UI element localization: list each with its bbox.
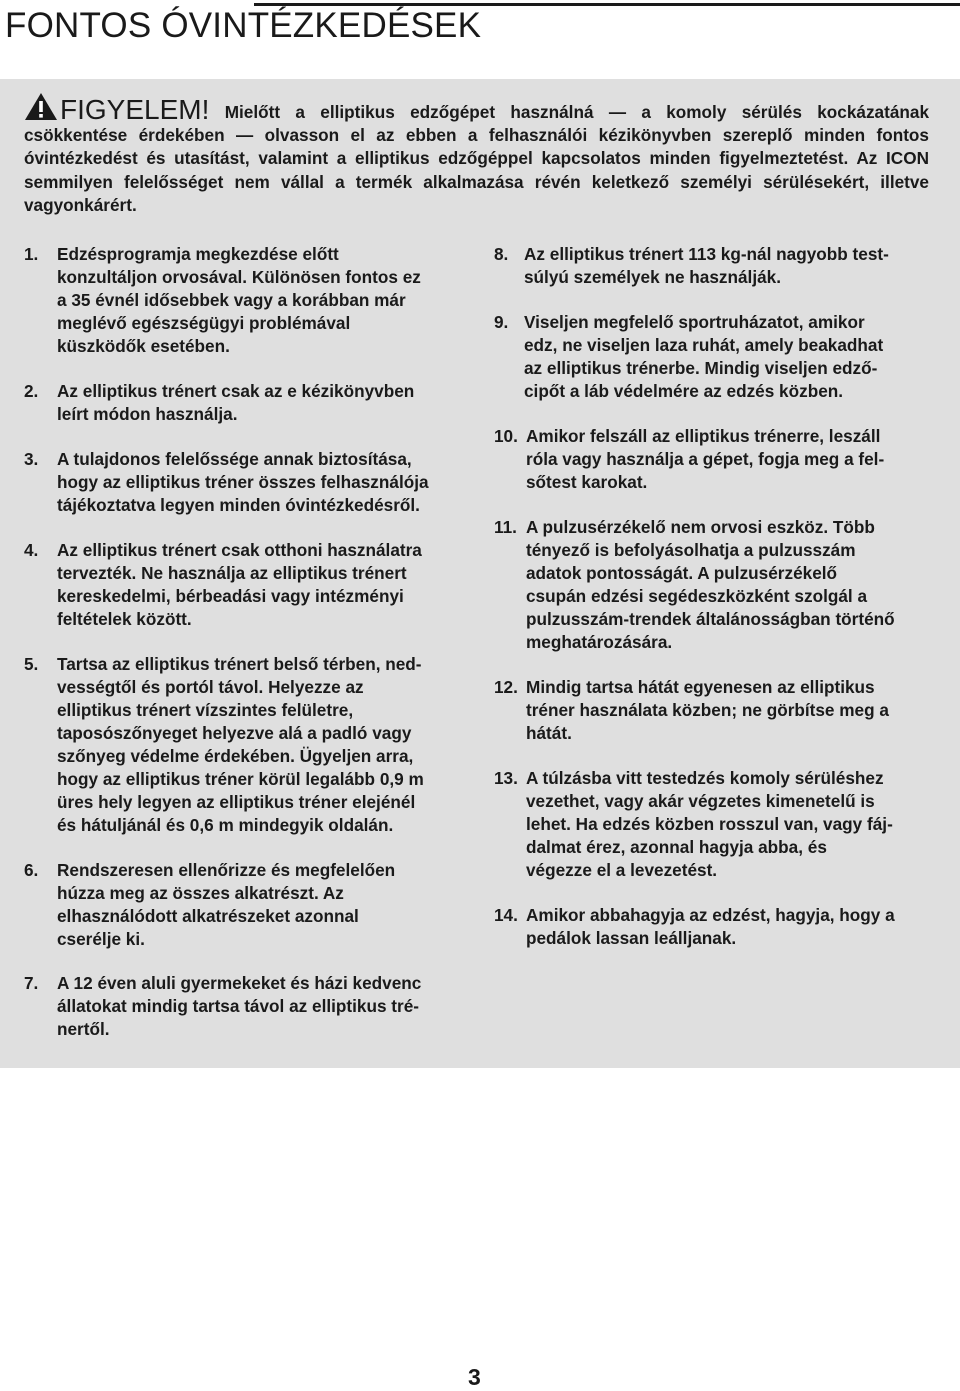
item-number: 6.: [24, 860, 39, 880]
left-column: [24, 243, 464, 973]
list-item: [24, 539, 464, 631]
item-text: A pulzusérzékelő nem orvosi eszköz. Több tényező is befolyásolhatja a pulzusszám adatok pontosságát. A pulzusérzékelő csupán edzési segédeszközként szolgál a pulzusszám-trendek általánosságban történő meghatározására.: [526, 517, 895, 652]
item-number: 12.: [494, 677, 518, 697]
item-text: Az elliptikus trénert 113 kg-nál nagyobb test- súlyú személyek ne használják.: [524, 244, 889, 287]
item-text: Rendszeresen ellenőrizze és megfelelően húzza meg az összes alkatrészt. Az elhasználódott alkatrészeket azonnal cserélje ki.: [57, 860, 396, 949]
list-item: [24, 380, 464, 426]
item-number: 14.: [494, 905, 518, 925]
item-text: Amikor abbahagyja az edzést, hagyja, hogy a pedálok lassan leálljanak.: [526, 905, 895, 948]
warning-heading: FIGYELEM!: [60, 94, 210, 125]
item-number: 4.: [24, 540, 39, 560]
item-number: 5.: [24, 654, 39, 674]
list-item: [24, 653, 464, 837]
item-number: 10.: [494, 426, 518, 446]
item-number: 8.: [494, 244, 509, 264]
item-text: Tartsa az elliptikus trénert belső térben, ned- vességtől és portól távol. Helyezze az elliptikus trénert vízszintes felületre, taposószőnyeget helyezve alá a padló vagy szőnyeg védelme érdekében. Ügyeljen arra, hogy az elliptikus tréner körül legalább 0,9 m üres hely legyen az elliptikus tréner elejénél és hátuljánál és 0,6 m mindegyik oldalán.: [57, 654, 424, 835]
list-item: [494, 676, 934, 745]
item-text: Az elliptikus trénert csak az e kézikönyvben leírt módon használja.: [57, 381, 415, 424]
list-item: [494, 767, 934, 882]
item-text: Az elliptikus trénert csak otthoni használatra tervezték. Ne használja az elliptikus trénert kereskedelmi, bérbeadási vagy intézményi feltételek között.: [57, 540, 422, 629]
warning-block: [24, 92, 929, 217]
item-number: 9.: [494, 312, 509, 332]
item-text: Mindig tartsa hátát egyenesen az elliptikus tréner használata közben; ne görbítse meg a hátát.: [526, 677, 889, 743]
list-item: [494, 904, 934, 950]
item-text: A túlzásba vitt testedzés komoly sérüléshez vezethet, vagy akár végzetes kimenetelű is lehet. Ha edzés közben rosszul van, vagy fáj- dalmat érez, azonnal hagyja abba, és végezze el a levezetést.: [526, 768, 893, 880]
item-text: A 12 éven aluli gyermekeket és házi kedvenc állatokat mindig tartsa távol az elliptikus tré- nertől.: [57, 973, 422, 1039]
item-number: 2.: [24, 381, 39, 401]
page-number: 3: [468, 1364, 481, 1390]
item-number: 11.: [494, 517, 517, 537]
warning-triangle-icon: [24, 92, 58, 121]
list-item: [24, 972, 484, 1041]
list-item: [494, 311, 934, 403]
item-number: 13.: [494, 768, 518, 788]
list-item: [24, 243, 464, 358]
list-item: [24, 448, 464, 517]
item-number: 7.: [24, 973, 39, 993]
item-text: Amikor felszáll az elliptikus trénerre, leszáll róla vagy használja a gépet, fogja meg a fel- sőtest karokat.: [526, 426, 885, 492]
item-number: 1.: [24, 244, 39, 264]
list-item: [494, 425, 934, 494]
list-item: [24, 859, 464, 951]
list-item: [494, 516, 934, 654]
right-column: [494, 243, 934, 972]
item-text: A tulajdonos felelőssége annak biztosítása, hogy az elliptikus tréner összes felhasználója tájékoztatva legyen minden óvintézkedésről.: [57, 449, 429, 515]
item-text: Viseljen megfelelő sportruházatot, amikor edz, ne viseljen laza ruhát, amely beakadhat az elliptikus trénerbe. Mindig viseljen edző- cipőt a láb védelmére az edzés közben.: [524, 312, 884, 401]
item-text: Edzésprogramja megkezdése előtt konzultáljon orvosával. Különösen fontos ez a 35 évnél idősebbek vagy a korábban már meglévő egészségügyi problémával küszködők esetében.: [57, 244, 421, 356]
page-title: FONTOS ÓVINTÉZKEDÉSEK: [5, 6, 482, 45]
item-number: 3.: [24, 449, 39, 469]
list-item: [494, 243, 934, 289]
warning-text: Mielőtt a elliptikus edzőgépet használná — a komoly sérülés kockázatának csökkentése érdekében — olvasson el az ebben a felhasználói kézikönyvben szereplő minden fontos óvintézkedést és utasítást, valamint a elliptikus edzőgéppel kapcsolatos minden figyelmeztetést. Az ICON semmilyen felelősséget nem vállal a termék alkalmazása révén keletkező személyi sérülésekért, illetve vagyonkárért.: [24, 102, 929, 215]
